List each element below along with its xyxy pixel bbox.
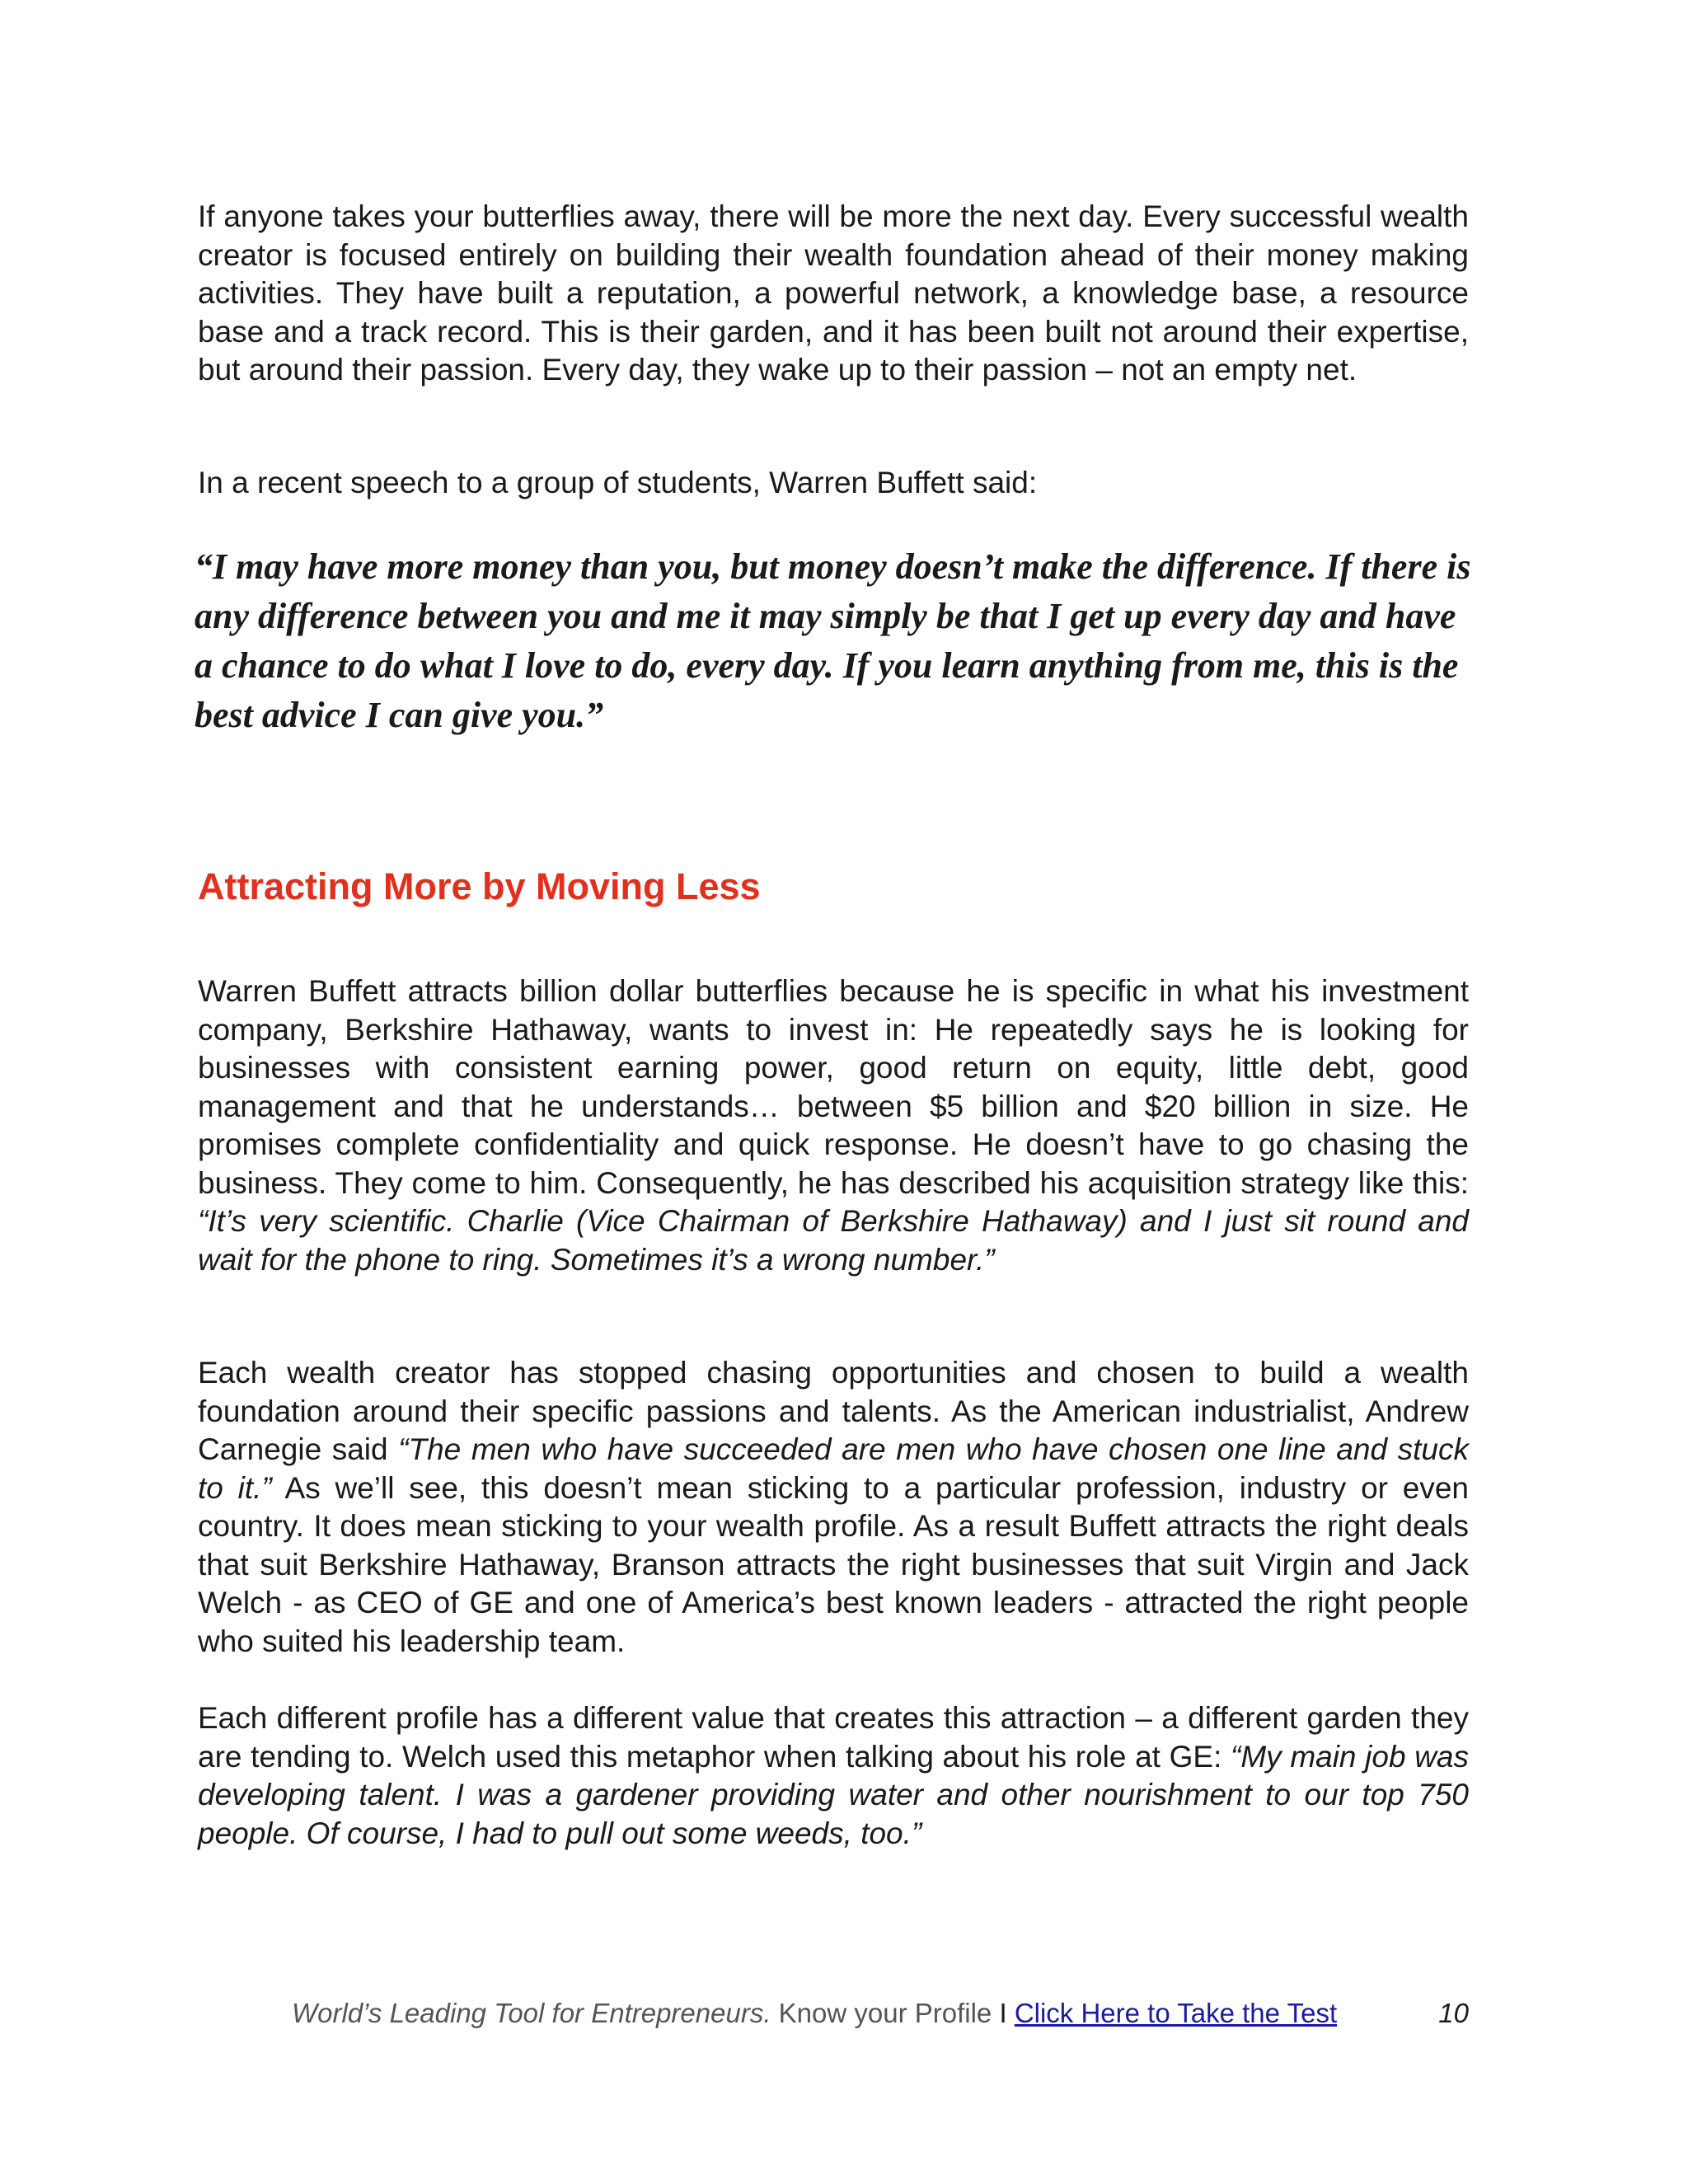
footer-profile-text: Know your Profile <box>771 1998 1000 2028</box>
footer-separator: I <box>999 1998 1007 2028</box>
paragraph-4 <box>198 1354 1469 1661</box>
footer-tagline: World’s Leading Tool for Entrepreneurs. <box>292 1998 771 2028</box>
paragraph-3-text: Warren Buffett attracts billion dollar butterflies because he is specific in what his investment company, Berkshire Hathaway, wants to invest in: He repeatedly says he is looking for businesses with consistent earning power, good return on equity, little debt, good management and that he understands… between $5 billion and $20 billion in size. He promises complete confidentiality and quick response. He doesn’t have to go chasing the business. They come to him. Consequently, he has described his acquisition strategy like this: <box>198 974 1469 1200</box>
paragraph-4-text-before: Each wealth creator has stopped chasing opportunities and chosen to build a wealth foundation around their specific passions and talents. As the American industrialist, Andrew Carnegie said <box>198 1356 1469 1466</box>
footer-center <box>292 1998 1337 2029</box>
paragraph-5 <box>198 1699 1469 1853</box>
page-footer <box>198 1998 1469 2039</box>
paragraph-2-text: In a recent speech to a group of students, Warren Buffett said: <box>198 466 1038 499</box>
page-number: 10 <box>1438 1998 1469 2028</box>
paragraph-4-text-after: As we’ll see, this doesn’t mean sticking to a particular profession, industry or even country. It does mean sticking to your wealth profile. As a result Buffett attracts the right deals that suit Berkshire Hathaway, Branson attracts the right businesses that suit Virgin and Jack Welch - as CEO of GE and one of America’s best known leaders - attracted the right people who suited his leadership team. <box>198 1470 1469 1658</box>
buffett-quote-text: “I may have more money than you, but money doesn’t make the difference. If there is any difference between you and me it may simply be that I get up every day and have a chance to do what I love to do, every day. If you learn anything from me, this is the best advice I can give you.” <box>195 546 1471 735</box>
paragraph-buffett-strategy <box>198 972 1469 1279</box>
paragraph-5-text: Each different profile has a different value that creates this attraction – a different garden they are tending to. Welch used this metaphor when talking about his role at GE: <box>198 1701 1469 1774</box>
paragraph-speech-intro <box>198 464 1469 503</box>
section-heading <box>198 865 1469 908</box>
take-test-link[interactable]: Click Here to Take the Test <box>1014 1998 1338 2028</box>
paragraph-1-text: If anyone takes your butterflies away, there will be more the next day. Every successful wealth creator is focused entirely on building their wealth foundation ahead of their money making activities. They have built a reputation, a powerful network, a knowledge base, a resource base and a track record. This is their garden, and it has been built not around their expertise, but around their passion. Every day, they wake up to their passion – not an empty net. <box>198 199 1469 387</box>
paragraph-3 <box>198 972 1469 1279</box>
paragraph-wealth-creator <box>198 1354 1469 1661</box>
section-heading-text: Attracting More by Moving Less <box>198 865 761 907</box>
paragraph-3-quote: “It’s very scientific. Charlie (Vice Chairman of Berkshire Hathaway) and I just sit round and wait for the phone to ring. Sometimes it’s a wrong number.” <box>198 1204 1469 1277</box>
paragraph-5-quote: “My main job was developing talent. I was a gardener providing water and other nourishment to our top 750 people. Of course, I had to pull out some weeds, too.” <box>198 1739 1469 1850</box>
paragraph-4-quote: “The men who have succeeded are men who have chosen one line and stuck to it.” <box>198 1432 1469 1505</box>
buffett-quote <box>195 542 1480 740</box>
paragraph-welch <box>198 1699 1469 1853</box>
paragraph-butterflies <box>198 198 1469 390</box>
